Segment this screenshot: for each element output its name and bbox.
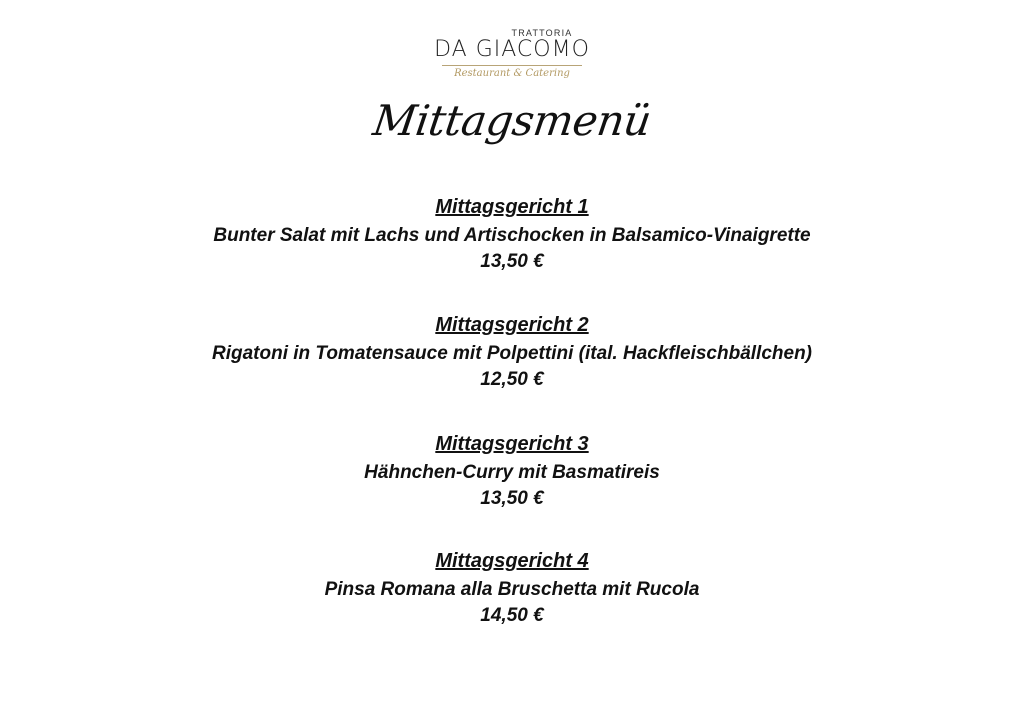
- dish-item: [62, 195, 962, 273]
- dish-description: Pinsa Romana alla Bruschetta mit Rucola: [324, 579, 700, 600]
- logo-divider: [442, 65, 582, 66]
- logo-name-text: DA GIACOMO: [434, 37, 590, 62]
- dish-price: 13,50 €: [480, 251, 544, 272]
- dish-price: 12,50 €: [480, 369, 544, 390]
- dish-description: Rigatoni in Tomatensauce mit Polpettini (ital. Hackfleischbällchen): [211, 343, 812, 364]
- dish-heading: Mittagsgericht 3: [435, 433, 589, 455]
- dish-item: [62, 313, 962, 391]
- dish-description: Hähnchen-Curry mit Basmatireis: [364, 462, 660, 483]
- dish-heading: Mittagsgericht 2: [435, 314, 589, 336]
- dish-item: [62, 549, 962, 627]
- restaurant-logo: [400, 22, 624, 86]
- dish-description: Bunter Salat mit Lachs und Artischocken in Balsamico-Vinaigrette: [213, 225, 811, 246]
- dish-heading: Mittagsgericht 4: [435, 550, 589, 572]
- dish-heading: Mittagsgericht 1: [435, 196, 589, 218]
- logo-trattoria-text: TRATTORIA: [511, 28, 573, 38]
- menu-title: Mittagsmenü: [370, 96, 654, 145]
- logo-subtitle: Restaurant & Catering: [454, 68, 570, 79]
- dish-item: [62, 432, 962, 510]
- dish-price: 14,50 €: [480, 605, 544, 626]
- dish-price: 13,50 €: [480, 488, 544, 509]
